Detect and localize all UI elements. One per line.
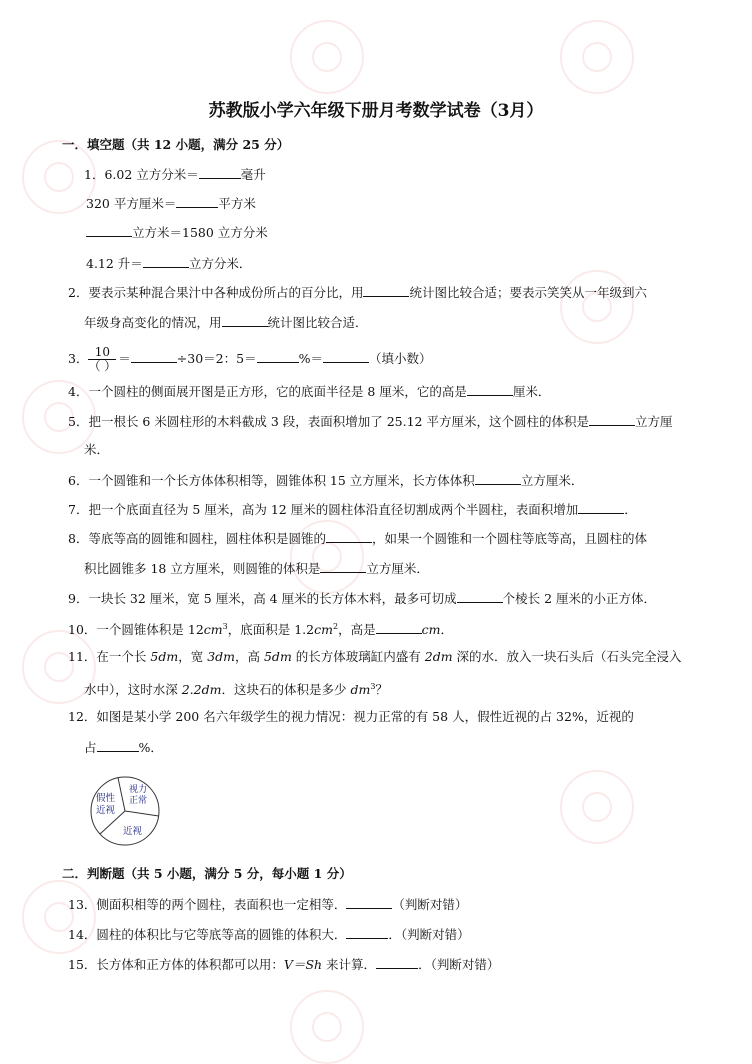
question-10: 10．一个圆锥体积是 $12cm^3$，底面积是 $1.2cm^2$，高是 cm．	[68, 622, 453, 638]
answer-blank[interactable]	[176, 195, 218, 208]
answer-blank[interactable]	[131, 350, 177, 363]
watermark	[290, 20, 364, 94]
question-1c: 立方米＝1580 立方分米	[86, 224, 268, 241]
question-14: 14．圆柱的体积比与它等底等高的圆锥的体积大． ．（判断对错）	[68, 927, 470, 942]
question-1a: 1．6.02 立方分米＝ 毫升	[84, 167, 266, 182]
answer-blank[interactable]	[97, 739, 139, 752]
answer-blank[interactable]	[199, 166, 241, 179]
answer-blank[interactable]	[376, 956, 418, 969]
answer-blank[interactable]	[457, 590, 503, 603]
answer-blank[interactable]	[326, 530, 372, 543]
question-12-line-2: 占 %．	[84, 740, 163, 755]
question-3: 3． $\frac{10}{( )}$ ＝ ÷30＝2：5＝ %＝ （填小数）	[68, 345, 432, 373]
question-15: 15．长方体和正方体的体积都可以用：V＝Sh 来计算． ．（判断对错）	[68, 957, 500, 972]
answer-blank[interactable]	[363, 284, 409, 297]
question-4: 4．一个圆柱的侧面展开图是正方形，它的底面半径是 8 厘米，它的高是 厘米．	[68, 384, 551, 399]
question-5-line-1: 5．把一根长 6 米圆柱形的木料截成 3 段，表面积增加了 25.12 平方厘米，这个圆柱的体积是 立方厘	[68, 414, 673, 429]
answer-blank[interactable]	[257, 350, 299, 363]
watermark	[560, 770, 634, 844]
page-title: 苏教版小学六年级下册月考数学试卷（3月）	[208, 101, 544, 121]
question-1d: 4.12 升＝ 立方分米．	[86, 256, 252, 271]
section-1-heading: 一．填空题（共 12 小题，满分 25 分）	[62, 137, 290, 152]
answer-blank[interactable]	[467, 383, 513, 396]
answer-blank[interactable]	[589, 413, 635, 426]
answer-blank[interactable]	[578, 501, 624, 514]
question-2-line-2: 年级身高变化的情况，用 统计图比较合适．	[84, 315, 368, 330]
answer-blank[interactable]	[323, 350, 369, 363]
section-2-heading: 二．判断题（共 5 小题，满分 5 分，每小题 1 分）	[62, 866, 352, 881]
question-5-line-2: 米．	[84, 442, 110, 457]
answer-blank[interactable]	[320, 560, 366, 573]
question-11-line-2: 水中），这时水深 2.2dm．这块石的体积是多少 $dm^3$？	[84, 682, 388, 698]
vision-pie-chart	[88, 774, 162, 848]
answer-blank[interactable]	[475, 472, 521, 485]
pie-label-normal-2: 正常	[129, 796, 148, 806]
question-13: 13．侧面积相等的两个圆柱，表面积也一定相等． （判断对错）	[68, 897, 468, 912]
answer-blank[interactable]	[376, 621, 422, 634]
question-7: 7．把一个底面直径为 5 厘米，高为 12 厘米的圆柱体沿直径切割成两个半圆柱，表面积增加 ．	[68, 502, 637, 517]
watermark	[560, 270, 634, 344]
answer-blank[interactable]	[86, 224, 132, 237]
pie-label-myopia: 近视	[123, 826, 143, 837]
question-8-line-2: 积比圆锥多 18 立方厘米，则圆锥的体积是 立方厘米．	[84, 561, 429, 576]
answer-blank[interactable]	[222, 314, 268, 327]
pie-label-false-myopia-1: 假性	[96, 793, 116, 804]
watermark	[290, 990, 364, 1064]
question-11-line-1: 11．在一个长 5dm，宽 3dm，高 5dm 的长方体玻璃缸内盛有 2dm 深的水．放入一块石头后（石头完全浸入	[68, 649, 682, 664]
question-8-line-1: 8．等底等高的圆锥和圆柱，圆柱体积是圆锥的 ，如果一个圆锥和一个圆柱等底等高，且圆柱的体	[68, 531, 647, 546]
pie-label-normal-1: 视力	[129, 785, 148, 795]
fraction: $\frac{10}{( )}$	[88, 345, 117, 373]
watermark	[560, 20, 634, 94]
question-6: 6．一个圆锥和一个长方体体积相等，圆锥体积 15 立方厘米，长方体体积 立方厘米．	[68, 473, 584, 488]
question-12-line-1: 12．如图是某小学 200 名六年级学生的视力情况：视力正常的有 58 人，假性近视的占 32%，近视的	[68, 709, 634, 724]
answer-blank[interactable]	[346, 926, 388, 939]
question-2-line-1: 2．要表示某种混合果汁中各种成份所占的百分比，用 统计图比较合适；要表示笑笑从一年级到六	[68, 285, 647, 300]
question-9: 9．一块长 32 厘米，宽 5 厘米，高 4 厘米的长方体木料，最多可切成 个棱长 2 厘米的小正方体．	[68, 591, 657, 606]
answer-blank[interactable]	[143, 255, 189, 268]
answer-blank[interactable]	[346, 896, 392, 909]
pie-label-false-myopia-2: 近视	[96, 805, 116, 816]
question-1b: 320 平方厘米＝ 平方米	[86, 196, 256, 211]
